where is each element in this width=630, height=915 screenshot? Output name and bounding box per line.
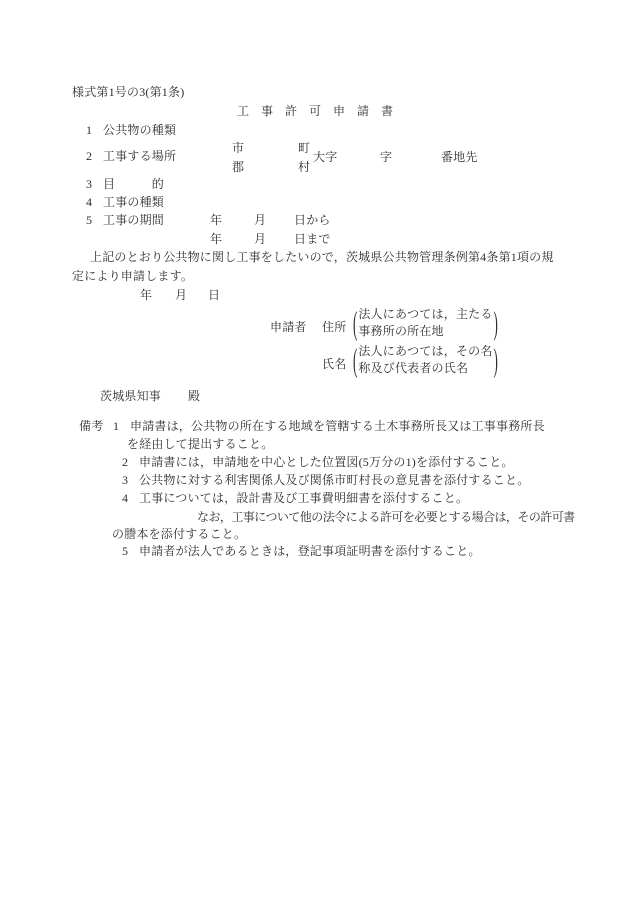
applicant-name-label: 氏名: [322, 357, 347, 371]
brace-open: (: [353, 340, 358, 379]
field-3-number: 3: [86, 177, 93, 191]
period-to-month-label: 月: [254, 232, 267, 246]
remark-4-line1: 工事については，設計書及び工事費明細書を添付すること。: [139, 491, 469, 505]
remarks-label: 備考: [79, 419, 104, 433]
remark-1-line2: を経由して提出すること。: [127, 437, 274, 451]
brace-open: (: [353, 303, 358, 342]
remark-1-line1: 申請書は，公共物の所在する地域を管轄する土木事務所長又は工事事務所長: [130, 419, 545, 433]
address-note-line2: 事務所の所在地: [358, 323, 444, 338]
name-note-line1: 法人にあつては，その名: [358, 344, 493, 358]
remark-4-line2: なお，工事について他の法令による許可を必要とする場合は，その許可書: [197, 510, 575, 524]
form-number: 様式第1号の3(第1条): [72, 85, 185, 99]
applicant-address-label: 住所: [322, 320, 347, 334]
address-note-line1: 法人にあつては，主たる: [358, 307, 493, 321]
field-2-number: 2: [86, 149, 93, 163]
field-2-label: 工事する場所: [103, 149, 177, 163]
name-note-line2: 称及び代表者の氏名: [358, 360, 469, 375]
period-from-year-label: 年: [210, 213, 223, 227]
location-city-label: 市: [232, 141, 245, 155]
remark-4-line3: の謄本を添付すること。: [112, 527, 247, 541]
date-month-label: 月: [175, 288, 188, 302]
date-day-label: 日: [208, 288, 221, 302]
remark-2-number: 2: [122, 455, 129, 469]
field-1-number: 1: [86, 123, 93, 137]
brace-close: ): [493, 303, 498, 342]
location-village-label: 村: [298, 160, 311, 174]
addressee-title: 茨城県知事: [100, 389, 162, 403]
page-title: 工 事 許 可 申 請 書: [236, 104, 393, 118]
field-3-label: 目 的: [103, 177, 165, 191]
location-oaza-label: 大字: [313, 150, 338, 164]
field-4-number: 4: [86, 195, 93, 209]
period-from-month-label: 月: [254, 213, 267, 227]
remark-5-line1: 申請者が法人であるときは，登記事項証明書を添付すること。: [139, 544, 481, 558]
date-year-label: 年: [140, 288, 153, 302]
field-4-label: 工事の種類: [103, 195, 165, 209]
body-text-line2: 定により申請します。: [72, 269, 194, 283]
body-text-line1: 上記のとおり公共物に関し工事をしたいので，茨城県公共物管理条例第4条第1項の規: [90, 250, 554, 264]
remark-3-line1: 公共物に対する利害関係人及び関係市町村長の意見書を添付すること。: [139, 473, 530, 487]
period-to-day-label: 日まで: [294, 232, 331, 246]
location-aza-label: 字: [380, 150, 393, 164]
location-town-label: 町: [298, 141, 311, 155]
field-1-label: 公共物の種類: [103, 123, 177, 137]
field-5-label: 工事の期間: [103, 213, 165, 227]
field-5-number: 5: [86, 213, 93, 227]
applicant-address-note: [352, 303, 499, 342]
remark-5-number: 5: [122, 544, 129, 558]
applicant-label: 申請者: [270, 320, 307, 334]
applicant-name-note: [352, 340, 499, 379]
period-from-day-label: 日から: [294, 213, 331, 227]
period-to-year-label: 年: [210, 232, 223, 246]
addressee-honorific: 殿: [188, 389, 201, 403]
remark-4-number: 4: [122, 491, 129, 505]
brace-close: ): [493, 340, 498, 379]
location-county-label: 郡: [232, 160, 245, 174]
location-banchi-label: 番地先: [441, 150, 478, 164]
remark-3-number: 3: [122, 473, 129, 487]
remark-1-number: 1: [113, 419, 120, 433]
remark-2-line1: 申請書には，申請地を中心とした位置図(5万分の1)を添付すること。: [139, 455, 514, 469]
